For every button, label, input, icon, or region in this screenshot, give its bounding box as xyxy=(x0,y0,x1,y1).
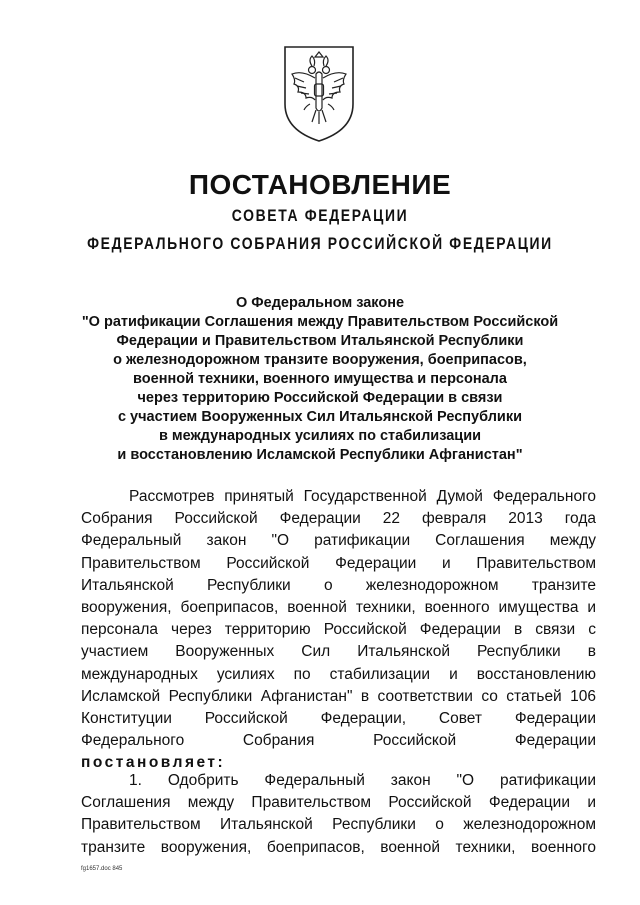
subject-line: Федерации и Правительством Итальянской Республики xyxy=(116,333,524,349)
paragraph-line: участием Вооруженных Сил Итальянской Республики в xyxy=(81,643,596,661)
subject-line: О Федеральном законе xyxy=(235,295,405,311)
preamble-paragraph xyxy=(81,486,596,775)
paragraph-line: международных усилиях по стабилизации и восстановлению xyxy=(81,665,596,683)
paragraph-line: транзите вооружения, боеприпасов, военной техники, военного xyxy=(81,838,596,856)
document-title: ПОСТАНОВЛЕНИЕ xyxy=(188,169,452,200)
paragraph-line: Федерального Собрания Российской Федерации xyxy=(81,732,596,750)
subject-line: в международных усилиях по стабилизации xyxy=(158,428,482,444)
coat-of-arms-icon xyxy=(282,44,356,144)
paragraph-line: персонала через территорию Российской Федерации в связи с xyxy=(81,621,596,639)
subject-line: и восстановлению Исламской Республики Афганистан" xyxy=(117,447,523,463)
paragraph-line: Правительством Итальянской Республики о железнодорожном xyxy=(81,816,596,834)
subject-line: о железнодорожном транзите вооружения, боеприпасов, xyxy=(113,352,527,368)
subject-line: с участием Вооруженных Сил Итальянской Республики xyxy=(117,409,523,425)
item-1-paragraph xyxy=(81,770,596,859)
subject-line: военной техники, военного имущества и персонала xyxy=(133,371,507,387)
paragraph-line: Исламской Республики Афганистан" в соответствии со статьей 106 xyxy=(81,687,596,705)
paragraph-line: Итальянской Республики о железнодорожном транзите xyxy=(81,576,596,594)
resolves-word: постановляет: xyxy=(81,754,226,772)
law-subject xyxy=(40,294,600,465)
document-subtitle-assembly: ФЕДЕРАЛЬНОГО СОБРАНИЯ РОССИЙСКОЙ ФЕДЕРАЦИИ xyxy=(87,234,553,253)
paragraph-line: вооружения, боеприпасов, военной техники, военного имущества и xyxy=(81,599,596,617)
document-subtitle-council: СОВЕТА ФЕДЕРАЦИИ xyxy=(231,206,409,225)
file-footer: fg1657.doc 845 xyxy=(81,866,123,872)
subject-line: через территорию Российской Федерации в связи xyxy=(137,390,503,406)
paragraph-line: Федеральный закон "О ратификации Соглашения между xyxy=(81,532,596,550)
paragraph-line: Конституции Российской Федерации, Совет Федерации xyxy=(81,710,596,728)
paragraph-line: 1. Одобрить Федеральный закон "О ратификации xyxy=(129,772,596,789)
paragraph-line: Рассмотрев принятый Государственной Думой Федерального xyxy=(129,488,596,505)
paragraph-line: Правительством Российской Федерации и Правительством xyxy=(81,554,596,572)
paragraph-line: Соглашения между Правительством Российской Федерации и xyxy=(81,794,596,812)
subject-line: "О ратификации Соглашения между Правительством Российской xyxy=(81,314,559,330)
paragraph-line: Собрания Российской Федерации 22 февраля 2013 года xyxy=(81,510,596,528)
